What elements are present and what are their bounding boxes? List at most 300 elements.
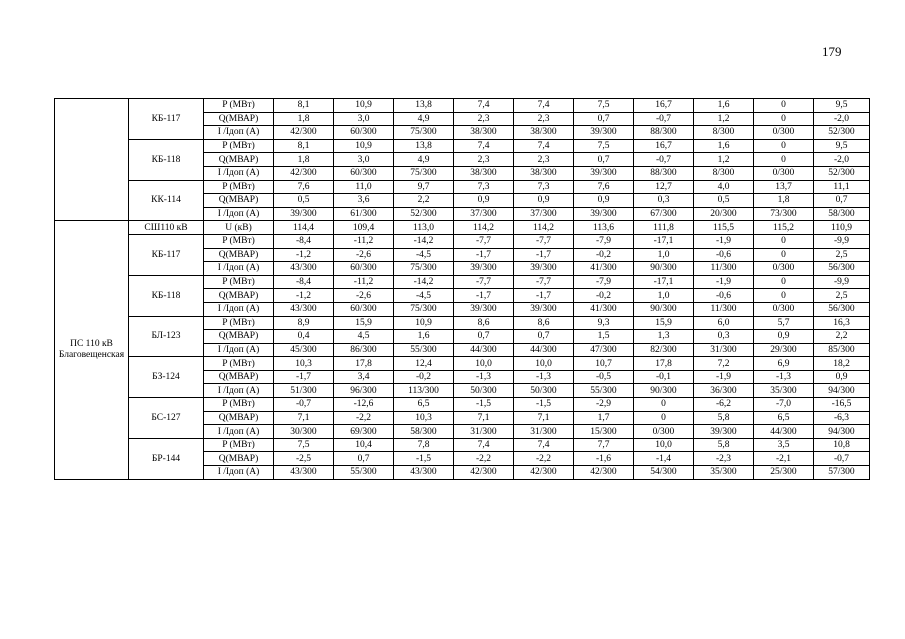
value-cell: 55/300 bbox=[334, 466, 394, 480]
value-cell: 15,9 bbox=[634, 316, 694, 330]
parameter-cell: U (кВ) bbox=[204, 221, 274, 235]
page-number: 179 bbox=[822, 44, 842, 59]
parameter-cell: P (МВт) bbox=[204, 180, 274, 194]
value-cell: -1,3 bbox=[454, 370, 514, 384]
parameter-cell: P (МВт) bbox=[204, 139, 274, 153]
value-cell: 13,8 bbox=[394, 99, 454, 113]
value-cell: -12,6 bbox=[334, 398, 394, 412]
value-cell: -1,2 bbox=[274, 248, 334, 262]
value-cell: 16,7 bbox=[634, 99, 694, 113]
value-cell: 9,5 bbox=[814, 139, 870, 153]
value-cell: 60/300 bbox=[334, 262, 394, 276]
value-cell: 7,8 bbox=[394, 438, 454, 452]
value-cell: 113,6 bbox=[574, 221, 634, 235]
value-cell: 0,7 bbox=[814, 194, 870, 208]
table-row bbox=[55, 234, 870, 248]
value-cell: 111,8 bbox=[634, 221, 694, 235]
value-cell: -4,5 bbox=[394, 248, 454, 262]
value-cell: 7,5 bbox=[574, 99, 634, 113]
value-cell: 25/300 bbox=[754, 466, 814, 480]
value-cell: 12,7 bbox=[634, 180, 694, 194]
value-cell: 0,9 bbox=[814, 370, 870, 384]
value-cell: 44/300 bbox=[754, 425, 814, 439]
value-cell: -2,2 bbox=[334, 411, 394, 425]
value-cell: 114,4 bbox=[274, 221, 334, 235]
value-cell: 11/300 bbox=[694, 302, 754, 316]
value-cell: 31/300 bbox=[514, 425, 574, 439]
value-cell: -1,9 bbox=[694, 234, 754, 248]
value-cell: 11,0 bbox=[334, 180, 394, 194]
value-cell: -2,6 bbox=[334, 248, 394, 262]
value-cell: 39/300 bbox=[454, 262, 514, 276]
value-cell: 0,4 bbox=[274, 330, 334, 344]
value-cell: 10,0 bbox=[514, 357, 574, 371]
value-cell: 10,0 bbox=[454, 357, 514, 371]
value-cell: -0,6 bbox=[694, 248, 754, 262]
value-cell: 6,5 bbox=[394, 398, 454, 412]
parameter-cell: P (МВт) bbox=[204, 99, 274, 113]
value-cell: -0,7 bbox=[814, 452, 870, 466]
value-cell: 3,5 bbox=[754, 438, 814, 452]
value-cell: -2,3 bbox=[694, 452, 754, 466]
value-cell: 60/300 bbox=[334, 126, 394, 140]
value-cell: 13,8 bbox=[394, 139, 454, 153]
value-cell: 58/300 bbox=[814, 207, 870, 221]
value-cell: 90/300 bbox=[634, 302, 694, 316]
value-cell: -2,1 bbox=[754, 452, 814, 466]
value-cell: 57/300 bbox=[814, 466, 870, 480]
value-cell: -17,1 bbox=[634, 275, 694, 289]
value-cell: 0 bbox=[754, 289, 814, 303]
value-cell: 2,3 bbox=[454, 112, 514, 126]
value-cell: 7,5 bbox=[574, 139, 634, 153]
table-body bbox=[55, 99, 870, 480]
value-cell: 115,2 bbox=[754, 221, 814, 235]
value-cell: 44/300 bbox=[454, 343, 514, 357]
value-cell: 41/300 bbox=[574, 262, 634, 276]
value-cell: 2,2 bbox=[394, 194, 454, 208]
value-cell: 56/300 bbox=[814, 262, 870, 276]
parameter-cell: Q(МВАР) bbox=[204, 153, 274, 167]
value-cell: 4,9 bbox=[394, 112, 454, 126]
value-cell: 1,0 bbox=[634, 289, 694, 303]
value-cell: -4,5 bbox=[394, 289, 454, 303]
value-cell: -1,6 bbox=[574, 452, 634, 466]
value-cell: 96/300 bbox=[334, 384, 394, 398]
value-cell: 35/300 bbox=[694, 466, 754, 480]
value-cell: 13,7 bbox=[754, 180, 814, 194]
parameter-cell: Q(МВАР) bbox=[204, 112, 274, 126]
value-cell: 0 bbox=[754, 112, 814, 126]
value-cell: -14,2 bbox=[394, 234, 454, 248]
value-cell: 1,7 bbox=[574, 411, 634, 425]
value-cell: 0 bbox=[754, 153, 814, 167]
value-cell: 16,3 bbox=[814, 316, 870, 330]
value-cell: -14,2 bbox=[394, 275, 454, 289]
value-cell: 15,9 bbox=[334, 316, 394, 330]
value-cell: 2,2 bbox=[814, 330, 870, 344]
value-cell: -7,0 bbox=[754, 398, 814, 412]
feeder-cell: КБ-117 bbox=[129, 234, 204, 275]
value-cell: 8/300 bbox=[694, 126, 754, 140]
value-cell: 18,2 bbox=[814, 357, 870, 371]
table-row bbox=[55, 357, 870, 371]
value-cell: 114,2 bbox=[454, 221, 514, 235]
value-cell: 10,9 bbox=[394, 316, 454, 330]
value-cell: 38/300 bbox=[514, 166, 574, 180]
value-cell: -0,7 bbox=[634, 112, 694, 126]
table-row bbox=[55, 398, 870, 412]
value-cell: 0/300 bbox=[754, 126, 814, 140]
value-cell: 11,1 bbox=[814, 180, 870, 194]
table-row bbox=[55, 180, 870, 194]
value-cell: 36/300 bbox=[694, 384, 754, 398]
value-cell: 85/300 bbox=[814, 343, 870, 357]
value-cell: 15/300 bbox=[574, 425, 634, 439]
value-cell: 3,0 bbox=[334, 153, 394, 167]
parameter-cell: I /Iдоп (А) bbox=[204, 262, 274, 276]
value-cell: 38/300 bbox=[514, 126, 574, 140]
feeder-cell: БЛ-123 bbox=[129, 316, 204, 357]
value-cell: 7,4 bbox=[454, 438, 514, 452]
table-row bbox=[55, 438, 870, 452]
value-cell: 10,4 bbox=[334, 438, 394, 452]
value-cell: 39/300 bbox=[514, 302, 574, 316]
parameter-cell: I /Iдоп (А) bbox=[204, 384, 274, 398]
value-cell: 43/300 bbox=[394, 466, 454, 480]
value-cell: 75/300 bbox=[394, 302, 454, 316]
table-row bbox=[55, 316, 870, 330]
value-cell: 7,1 bbox=[514, 411, 574, 425]
value-cell: 0 bbox=[754, 99, 814, 113]
value-cell: -1,9 bbox=[694, 370, 754, 384]
value-cell: 42/300 bbox=[514, 466, 574, 480]
value-cell: 39/300 bbox=[574, 126, 634, 140]
value-cell: 39/300 bbox=[574, 166, 634, 180]
value-cell: 7,4 bbox=[514, 139, 574, 153]
value-cell: 0,7 bbox=[334, 452, 394, 466]
value-cell: -9,9 bbox=[814, 275, 870, 289]
value-cell: 90/300 bbox=[634, 262, 694, 276]
value-cell: 30/300 bbox=[274, 425, 334, 439]
value-cell: -1,4 bbox=[634, 452, 694, 466]
value-cell: 17,8 bbox=[634, 357, 694, 371]
value-cell: 31/300 bbox=[694, 343, 754, 357]
value-cell: 0 bbox=[634, 411, 694, 425]
feeder-cell: КБ-117 bbox=[129, 99, 204, 140]
parameter-cell: P (МВт) bbox=[204, 234, 274, 248]
value-cell: 1,6 bbox=[394, 330, 454, 344]
value-cell: 58/300 bbox=[394, 425, 454, 439]
value-cell: -2,5 bbox=[274, 452, 334, 466]
value-cell: 69/300 bbox=[334, 425, 394, 439]
value-cell: 0,7 bbox=[514, 330, 574, 344]
table-row bbox=[55, 221, 870, 235]
value-cell: 1,2 bbox=[694, 153, 754, 167]
parameter-cell: P (МВт) bbox=[204, 438, 274, 452]
value-cell: -7,9 bbox=[574, 275, 634, 289]
value-cell: 90/300 bbox=[634, 384, 694, 398]
value-cell: 0,5 bbox=[274, 194, 334, 208]
value-cell: 10,3 bbox=[394, 411, 454, 425]
value-cell: 8,1 bbox=[274, 99, 334, 113]
value-cell: -2,2 bbox=[454, 452, 514, 466]
feeder-cell: СШ110 кВ bbox=[129, 221, 204, 235]
value-cell: 73/300 bbox=[754, 207, 814, 221]
value-cell: 6,5 bbox=[754, 411, 814, 425]
value-cell: 75/300 bbox=[394, 262, 454, 276]
value-cell: 45/300 bbox=[274, 343, 334, 357]
parameter-cell: P (МВт) bbox=[204, 357, 274, 371]
parameter-cell: Q(МВАР) bbox=[204, 248, 274, 262]
value-cell: -0,2 bbox=[394, 370, 454, 384]
value-cell: 1,8 bbox=[274, 112, 334, 126]
parameter-cell: Q(МВАР) bbox=[204, 289, 274, 303]
value-cell: 42/300 bbox=[274, 166, 334, 180]
value-cell: 115,5 bbox=[694, 221, 754, 235]
value-cell: -1,5 bbox=[514, 398, 574, 412]
value-cell: -1,5 bbox=[454, 398, 514, 412]
value-cell: -8,4 bbox=[274, 275, 334, 289]
value-cell: 9,5 bbox=[814, 99, 870, 113]
value-cell: 0 bbox=[754, 234, 814, 248]
value-cell: 0 bbox=[754, 248, 814, 262]
value-cell: 0,5 bbox=[694, 194, 754, 208]
value-cell: 10,9 bbox=[334, 99, 394, 113]
value-cell: -2,0 bbox=[814, 112, 870, 126]
value-cell: 0 bbox=[754, 139, 814, 153]
value-cell: 1,5 bbox=[574, 330, 634, 344]
value-cell: 52/300 bbox=[814, 126, 870, 140]
value-cell: 4,0 bbox=[694, 180, 754, 194]
value-cell: 7,4 bbox=[514, 438, 574, 452]
value-cell: 75/300 bbox=[394, 166, 454, 180]
value-cell: -1,7 bbox=[514, 248, 574, 262]
value-cell: 2,5 bbox=[814, 248, 870, 262]
parameter-cell: I /Iдоп (А) bbox=[204, 466, 274, 480]
value-cell: 94/300 bbox=[814, 384, 870, 398]
parameter-cell: I /Iдоп (А) bbox=[204, 166, 274, 180]
value-cell: 39/300 bbox=[454, 302, 514, 316]
value-cell: -0,1 bbox=[634, 370, 694, 384]
value-cell: 0/300 bbox=[754, 166, 814, 180]
table-row bbox=[55, 139, 870, 153]
value-cell: -16,5 bbox=[814, 398, 870, 412]
value-cell: 38/300 bbox=[454, 126, 514, 140]
value-cell: 61/300 bbox=[334, 207, 394, 221]
value-cell: 54/300 bbox=[634, 466, 694, 480]
value-cell: 0,7 bbox=[574, 153, 634, 167]
value-cell: 0/300 bbox=[754, 262, 814, 276]
value-cell: -0,7 bbox=[274, 398, 334, 412]
value-cell: 0,9 bbox=[754, 330, 814, 344]
parameter-cell: I /Iдоп (А) bbox=[204, 126, 274, 140]
value-cell: 2,3 bbox=[514, 112, 574, 126]
parameter-cell: Q(МВАР) bbox=[204, 452, 274, 466]
value-cell: 82/300 bbox=[634, 343, 694, 357]
value-cell: -1,2 bbox=[274, 289, 334, 303]
value-cell: 5,8 bbox=[694, 438, 754, 452]
value-cell: 12,4 bbox=[394, 357, 454, 371]
value-cell: 113/300 bbox=[394, 384, 454, 398]
station-cell: ПС 110 кВ Благовещенская bbox=[55, 221, 129, 479]
value-cell: 88/300 bbox=[634, 126, 694, 140]
value-cell: -6,3 bbox=[814, 411, 870, 425]
value-cell: -0,2 bbox=[574, 248, 634, 262]
value-cell: 42/300 bbox=[274, 126, 334, 140]
feeder-cell: БЗ-124 bbox=[129, 357, 204, 398]
value-cell: 10,8 bbox=[814, 438, 870, 452]
value-cell: 10,7 bbox=[574, 357, 634, 371]
value-cell: 44/300 bbox=[514, 343, 574, 357]
value-cell: 31/300 bbox=[454, 425, 514, 439]
value-cell: 7,6 bbox=[574, 180, 634, 194]
value-cell: -11,2 bbox=[334, 275, 394, 289]
parameter-cell: P (МВт) bbox=[204, 275, 274, 289]
value-cell: 20/300 bbox=[694, 207, 754, 221]
value-cell: 7,1 bbox=[274, 411, 334, 425]
parameter-cell: Q(МВАР) bbox=[204, 330, 274, 344]
value-cell: 35/300 bbox=[754, 384, 814, 398]
value-cell: 7,7 bbox=[574, 438, 634, 452]
parameter-cell: Q(МВАР) bbox=[204, 370, 274, 384]
value-cell: 17,8 bbox=[334, 357, 394, 371]
value-cell: 10,0 bbox=[634, 438, 694, 452]
value-cell: 0,9 bbox=[514, 194, 574, 208]
parameter-cell: I /Iдоп (А) bbox=[204, 302, 274, 316]
parameter-cell: I /Iдоп (А) bbox=[204, 425, 274, 439]
value-cell: 7,3 bbox=[514, 180, 574, 194]
value-cell: -17,1 bbox=[634, 234, 694, 248]
value-cell: 8,6 bbox=[514, 316, 574, 330]
value-cell: 50/300 bbox=[454, 384, 514, 398]
value-cell: 1,8 bbox=[274, 153, 334, 167]
value-cell: 110,9 bbox=[814, 221, 870, 235]
table-row bbox=[55, 99, 870, 113]
value-cell: 7,5 bbox=[274, 438, 334, 452]
value-cell: -2,9 bbox=[574, 398, 634, 412]
value-cell: 5,8 bbox=[694, 411, 754, 425]
value-cell: 1,0 bbox=[634, 248, 694, 262]
value-cell: -1,9 bbox=[694, 275, 754, 289]
value-cell: -1,7 bbox=[454, 248, 514, 262]
parameter-cell: Q(МВАР) bbox=[204, 194, 274, 208]
value-cell: 1,6 bbox=[694, 99, 754, 113]
value-cell: 10,3 bbox=[274, 357, 334, 371]
value-cell: -0,6 bbox=[694, 289, 754, 303]
value-cell: 60/300 bbox=[334, 166, 394, 180]
value-cell: 0/300 bbox=[754, 302, 814, 316]
value-cell: 0/300 bbox=[634, 425, 694, 439]
value-cell: -7,7 bbox=[514, 275, 574, 289]
value-cell: 86/300 bbox=[334, 343, 394, 357]
value-cell: -1,7 bbox=[514, 289, 574, 303]
parameter-cell: I /Iдоп (А) bbox=[204, 343, 274, 357]
value-cell: 8,6 bbox=[454, 316, 514, 330]
value-cell: -7,7 bbox=[514, 234, 574, 248]
value-cell: 6,9 bbox=[754, 357, 814, 371]
value-cell: -0,2 bbox=[574, 289, 634, 303]
value-cell: 7,6 bbox=[274, 180, 334, 194]
parameter-cell: Q(МВАР) bbox=[204, 411, 274, 425]
value-cell: 7,4 bbox=[514, 99, 574, 113]
value-cell: -11,2 bbox=[334, 234, 394, 248]
value-cell: 43/300 bbox=[274, 262, 334, 276]
value-cell: 7,2 bbox=[694, 357, 754, 371]
value-cell: -2,2 bbox=[514, 452, 574, 466]
value-cell: 39/300 bbox=[514, 262, 574, 276]
value-cell: 47/300 bbox=[574, 343, 634, 357]
value-cell: 1,3 bbox=[634, 330, 694, 344]
value-cell: 39/300 bbox=[574, 207, 634, 221]
value-cell: 52/300 bbox=[394, 207, 454, 221]
value-cell: 9,7 bbox=[394, 180, 454, 194]
value-cell: 43/300 bbox=[274, 466, 334, 480]
value-cell: 94/300 bbox=[814, 425, 870, 439]
value-cell: 2,5 bbox=[814, 289, 870, 303]
value-cell: 11/300 bbox=[694, 262, 754, 276]
value-cell: 52/300 bbox=[814, 166, 870, 180]
feeder-cell: КБ-118 bbox=[129, 275, 204, 316]
value-cell: 4,9 bbox=[394, 153, 454, 167]
value-cell: 8,1 bbox=[274, 139, 334, 153]
value-cell: 1,8 bbox=[754, 194, 814, 208]
value-cell: 88/300 bbox=[634, 166, 694, 180]
measurements-table bbox=[54, 98, 870, 480]
value-cell: 0,3 bbox=[634, 194, 694, 208]
value-cell: 1,2 bbox=[694, 112, 754, 126]
value-cell: -1,3 bbox=[754, 370, 814, 384]
value-cell: 10,9 bbox=[334, 139, 394, 153]
value-cell: -1,5 bbox=[394, 452, 454, 466]
value-cell: -1,3 bbox=[514, 370, 574, 384]
value-cell: 37/300 bbox=[514, 207, 574, 221]
value-cell: 7,4 bbox=[454, 99, 514, 113]
value-cell: 3,0 bbox=[334, 112, 394, 126]
value-cell: 75/300 bbox=[394, 126, 454, 140]
value-cell: -0,5 bbox=[574, 370, 634, 384]
value-cell: 109,4 bbox=[334, 221, 394, 235]
value-cell: 114,2 bbox=[514, 221, 574, 235]
value-cell: 0 bbox=[634, 398, 694, 412]
feeder-cell: КК-114 bbox=[129, 180, 204, 221]
value-cell: -2,0 bbox=[814, 153, 870, 167]
value-cell: 5,7 bbox=[754, 316, 814, 330]
feeder-cell: БР-144 bbox=[129, 438, 204, 479]
value-cell: 55/300 bbox=[574, 384, 634, 398]
value-cell: 39/300 bbox=[694, 425, 754, 439]
value-cell: 38/300 bbox=[454, 166, 514, 180]
station-cell bbox=[55, 99, 129, 221]
value-cell: 8,9 bbox=[274, 316, 334, 330]
value-cell: 4,5 bbox=[334, 330, 394, 344]
value-cell: 51/300 bbox=[274, 384, 334, 398]
value-cell: 0,3 bbox=[694, 330, 754, 344]
value-cell: -6,2 bbox=[694, 398, 754, 412]
parameter-cell: P (МВт) bbox=[204, 398, 274, 412]
value-cell: 113,0 bbox=[394, 221, 454, 235]
value-cell: 41/300 bbox=[574, 302, 634, 316]
value-cell: -7,7 bbox=[454, 275, 514, 289]
value-cell: 56/300 bbox=[814, 302, 870, 316]
value-cell: 9,3 bbox=[574, 316, 634, 330]
value-cell: 42/300 bbox=[574, 466, 634, 480]
parameter-cell: P (МВт) bbox=[204, 316, 274, 330]
value-cell: 16,7 bbox=[634, 139, 694, 153]
value-cell: 29/300 bbox=[754, 343, 814, 357]
value-cell: -7,9 bbox=[574, 234, 634, 248]
value-cell: -7,7 bbox=[454, 234, 514, 248]
